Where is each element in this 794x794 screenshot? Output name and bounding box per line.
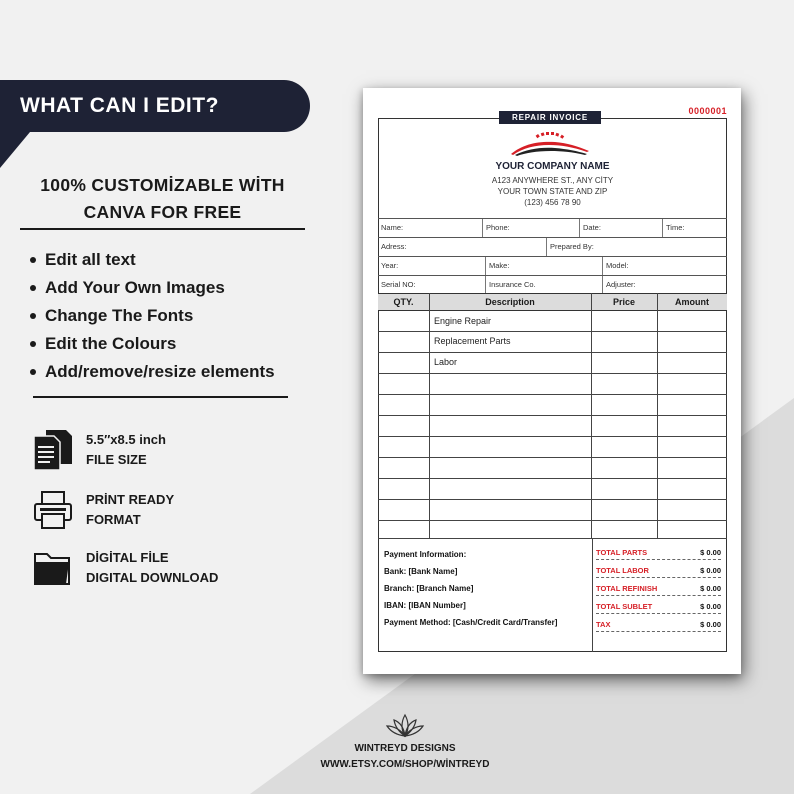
field-date[interactable]: Date: xyxy=(579,219,662,237)
header-price: Price xyxy=(612,297,636,307)
field-row-address xyxy=(378,237,727,255)
field-make[interactable]: Make: xyxy=(485,257,602,275)
table-row[interactable] xyxy=(378,332,727,353)
row-description: Labor xyxy=(434,357,458,367)
printer-icon xyxy=(32,488,74,532)
invoice-number: 0000001 xyxy=(688,106,727,116)
digital-file-info xyxy=(32,546,218,590)
total-labor-value: $ 0.00 xyxy=(700,566,721,575)
brand-name: WINTREYD DESIGNS xyxy=(354,743,456,754)
badge-notch xyxy=(0,132,30,168)
file-size-info xyxy=(32,428,166,472)
feature-item xyxy=(30,246,275,274)
feature-item xyxy=(30,302,275,330)
table-row[interactable] xyxy=(378,395,727,416)
total-refinish-label: TOTAL REFINISH xyxy=(596,584,658,593)
payment-method: Payment Method: [Cash/Credit Card/Transfer] xyxy=(384,618,558,627)
company-phone: (123) 456 78 90 xyxy=(524,198,581,207)
table-row[interactable] xyxy=(378,353,727,374)
table-row[interactable] xyxy=(378,374,727,395)
feature-list xyxy=(30,246,275,386)
payment-iban: IBAN: [IBAN Number] xyxy=(384,601,466,610)
table-row[interactable] xyxy=(378,458,727,479)
field-phone[interactable]: Phone: xyxy=(482,219,579,237)
customizable-line2: CANVA FOR FREE xyxy=(83,202,242,222)
edit-badge-title: WHAT CAN I EDIT? xyxy=(20,94,219,117)
bullet-icon xyxy=(30,369,36,375)
feature-label: Edit all text xyxy=(45,250,136,269)
print-ready-line1: PRİNT READY xyxy=(86,492,175,507)
documents-icon xyxy=(32,428,74,472)
car-logo-icon xyxy=(503,132,598,162)
field-insurance[interactable]: Insurance Co. xyxy=(485,276,602,294)
field-row-vehicle xyxy=(378,256,727,274)
total-refinish-value: $ 0.00 xyxy=(700,584,721,593)
feature-label: Change The Fonts xyxy=(45,306,194,325)
bullet-icon xyxy=(30,285,36,291)
payment-branch: Branch: [Branch Name] xyxy=(384,584,474,593)
totals-divider xyxy=(592,539,593,652)
table-row[interactable] xyxy=(378,518,727,539)
total-sublet-value: $ 0.00 xyxy=(700,602,721,611)
field-adress[interactable]: Adress: xyxy=(381,242,407,251)
field-model[interactable]: Model: xyxy=(602,257,727,275)
company-address-line2: YOUR TOWN STATE AND ZIP xyxy=(497,187,608,196)
print-ready-info xyxy=(32,488,174,532)
field-row-contact xyxy=(378,218,727,236)
field-adjuster[interactable]: Adjuster: xyxy=(602,276,727,294)
field-year[interactable]: Year: xyxy=(381,261,399,270)
divider-bottom xyxy=(33,396,288,398)
total-line xyxy=(596,613,721,614)
field-prepared-by[interactable]: Prepared By: xyxy=(546,238,727,256)
edit-badge xyxy=(0,80,310,132)
digital-file-line1: DİGİTAL FİLE xyxy=(86,550,169,565)
payment-title: Payment Information: xyxy=(384,550,467,559)
customizable-line1: 100% CUSTOMİZABLE WİTH xyxy=(40,175,285,195)
total-line xyxy=(596,595,721,596)
invoice-tag-label: REPAIR INVOICE xyxy=(512,113,588,122)
digital-file-line2: DIGITAL DOWNLOAD xyxy=(86,570,219,585)
total-labor-label: TOTAL LABOR xyxy=(596,566,649,575)
bullet-icon xyxy=(30,257,36,263)
company-address-line1: A123 ANYWHERE ST., ANY CİTY xyxy=(491,176,614,185)
file-size-value: 5.5″x8.5 inch xyxy=(86,432,166,447)
tax-value: $ 0.00 xyxy=(700,620,721,629)
header-amount: Amount xyxy=(675,297,709,307)
brand-url[interactable]: WWW.ETSY.COM/SHOP/WİNTREYD xyxy=(320,759,490,770)
items-table-header xyxy=(378,293,727,311)
feature-label: Edit the Colours xyxy=(45,334,177,353)
column-divider xyxy=(429,293,430,539)
field-time[interactable]: Time: xyxy=(662,219,727,237)
print-ready-line2: FORMAT xyxy=(86,512,141,527)
field-name[interactable]: Name: xyxy=(381,223,404,232)
total-sublet-label: TOTAL SUBLET xyxy=(596,602,653,611)
folder-icon xyxy=(32,546,74,590)
invoice-tag xyxy=(499,111,601,124)
table-row[interactable] xyxy=(378,437,727,458)
file-size-label: FILE SIZE xyxy=(86,452,147,467)
payment-bank: Bank: [Bank Name] xyxy=(384,567,458,576)
total-parts-value: $ 0.00 xyxy=(700,548,721,557)
header-description: Description xyxy=(485,297,535,307)
row-description: Replacement Parts xyxy=(434,336,511,346)
items-table-body xyxy=(378,311,727,539)
feature-item xyxy=(30,274,275,302)
row-description: Engine Repair xyxy=(434,316,492,326)
header-qty: QTY. xyxy=(393,297,414,307)
feature-label: Add Your Own Images xyxy=(45,278,225,297)
table-row[interactable] xyxy=(378,416,727,437)
total-line xyxy=(596,631,721,632)
column-divider xyxy=(657,293,658,539)
total-line xyxy=(596,577,721,578)
customizable-heading xyxy=(20,172,305,226)
field-row-serial xyxy=(378,275,727,293)
bullet-icon xyxy=(30,341,36,347)
feature-label: Add/remove/resize elements xyxy=(45,362,275,381)
column-divider xyxy=(591,293,592,539)
table-row[interactable] xyxy=(378,311,727,332)
company-name: YOUR COMPANY NAME xyxy=(495,161,610,172)
field-serial[interactable]: Serial NO: xyxy=(381,280,416,289)
feature-item xyxy=(30,330,275,358)
feature-item xyxy=(30,358,275,386)
divider-top xyxy=(20,228,305,230)
table-row[interactable] xyxy=(378,479,727,500)
total-parts-label: TOTAL PARTS xyxy=(596,548,648,557)
bullet-icon xyxy=(30,313,36,319)
tax-label: TAX xyxy=(596,620,611,629)
total-line xyxy=(596,559,721,560)
invoice-sheet xyxy=(363,88,741,674)
lotus-logo-icon xyxy=(385,712,425,740)
